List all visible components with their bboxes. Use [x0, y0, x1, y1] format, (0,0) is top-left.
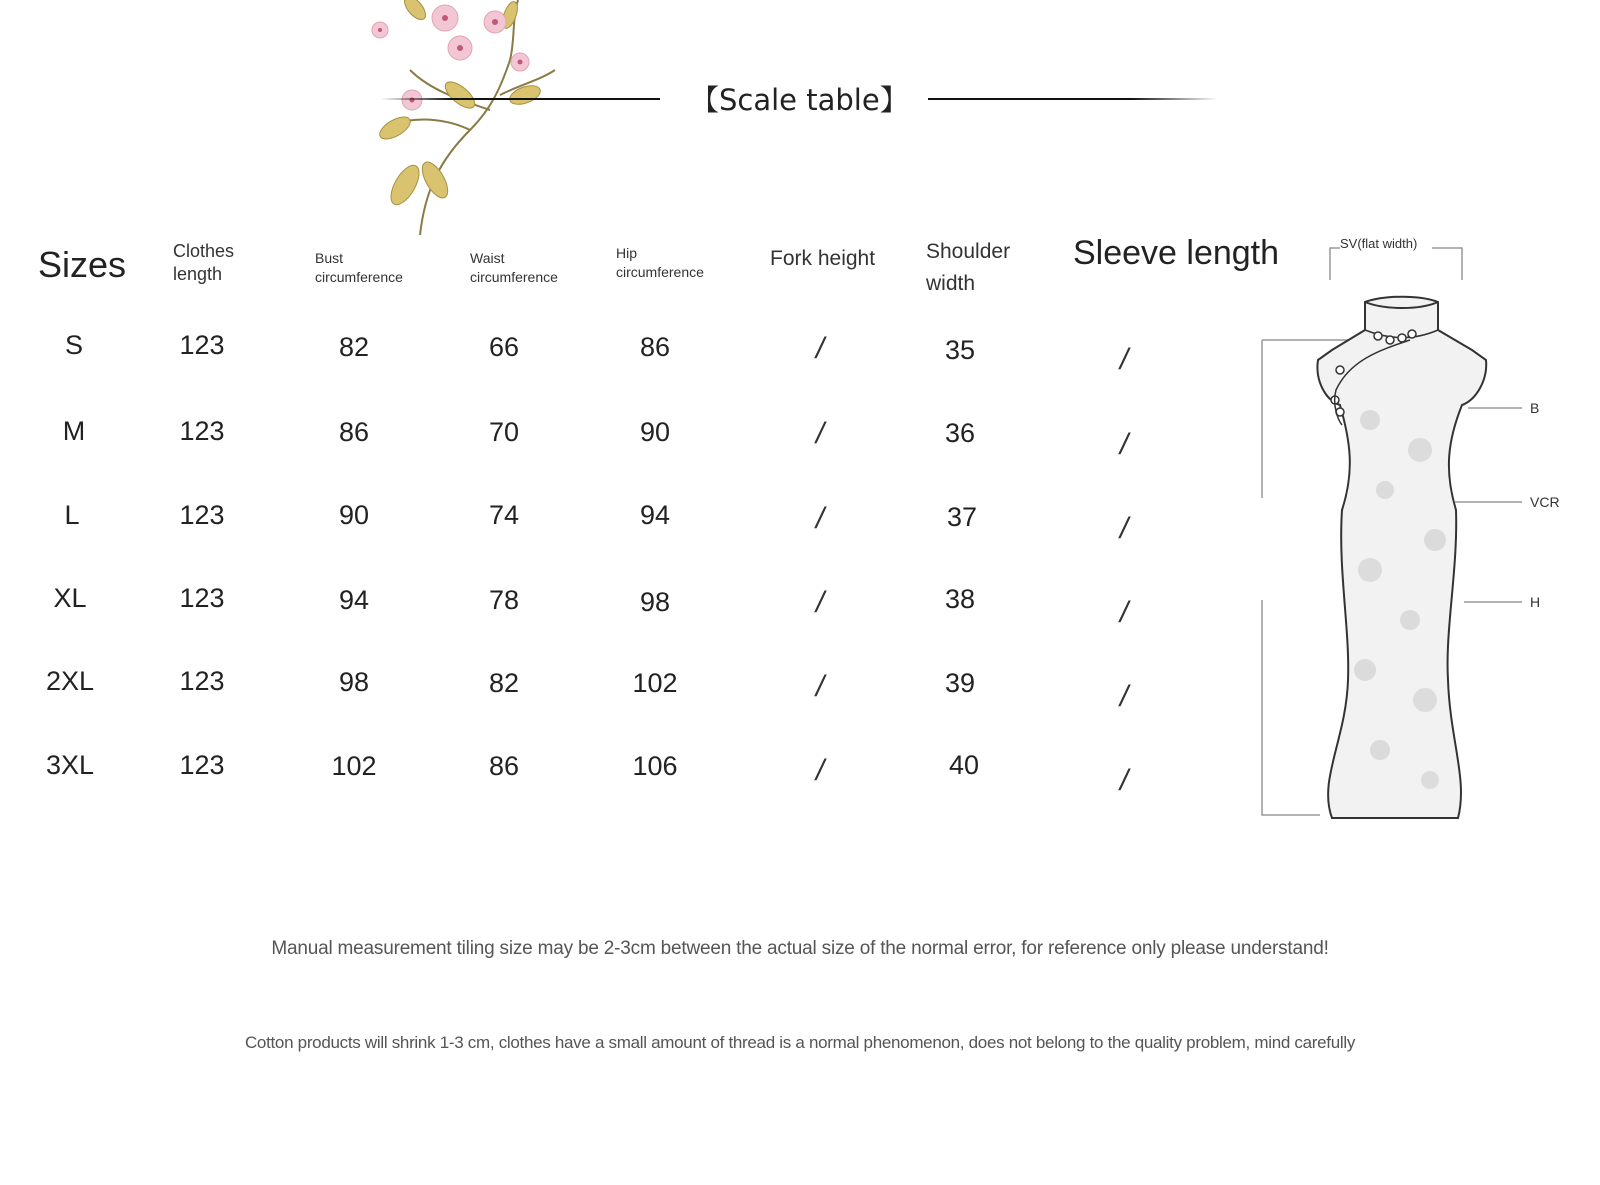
cell-shoulder-width: 35: [944, 335, 976, 365]
cell-shoulder-width: 38: [944, 584, 976, 614]
page-title: 【Scale table】: [690, 83, 909, 117]
cell-bust: 90: [338, 500, 370, 530]
cell-sleeve-length: /: [1119, 764, 1129, 797]
cell-bust: 102: [331, 751, 377, 781]
cell-clothes-length: 123: [179, 416, 225, 446]
cell-fork-height: /: [815, 670, 825, 703]
cell-bust: 94: [338, 585, 370, 615]
cell-shoulder-width: 40: [948, 750, 980, 780]
cell-fork-height: /: [815, 502, 825, 535]
cell-sleeve-length: /: [1119, 680, 1129, 713]
cell-shoulder-width: 37: [946, 502, 978, 532]
cell-clothes-length: 123: [179, 583, 225, 613]
cell-size: 2XL: [45, 666, 95, 696]
diagram-label-waist: VCR: [1530, 494, 1560, 510]
title-line-left: [380, 98, 660, 100]
cell-size: XL: [53, 583, 87, 613]
cell-waist: 82: [488, 668, 520, 698]
cell-clothes-length: 123: [179, 500, 225, 530]
cell-size: L: [64, 500, 80, 530]
cell-hip: 106: [632, 751, 678, 781]
cell-hip: 94: [639, 500, 671, 530]
header-sleeve-length: Sleeve length: [1073, 234, 1280, 272]
cell-bust: 86: [338, 417, 370, 447]
header-shoulder-width: Shoulder width: [926, 240, 1011, 295]
title-line-right: [928, 98, 1218, 100]
cell-size: M: [62, 416, 86, 446]
cotton-shrink-note: Cotton products will shrink 1-3 cm, clothes have a small amount of thread is a normal phenomenon, does not belong to the quality problem, mind carefully: [244, 1033, 1356, 1052]
header-fork-height: Fork height: [770, 247, 876, 270]
cell-bust: 82: [338, 332, 370, 362]
cell-size: S: [64, 330, 83, 360]
cell-hip: 102: [632, 668, 678, 698]
cell-hip: 98: [639, 587, 671, 617]
diagram-label-hip: H: [1530, 594, 1541, 610]
cell-sleeve-length: /: [1119, 343, 1129, 376]
cell-size: 3XL: [45, 750, 95, 780]
cell-hip: 86: [639, 332, 671, 362]
plum-blossom-decoration: [350, 0, 580, 240]
measurement-note: Manual measurement tiling size may be 2-3cm between the actual size of the normal error, for reference only please understand!: [271, 938, 1329, 959]
header-sizes: Sizes: [38, 244, 127, 285]
cell-hip: 90: [639, 417, 671, 447]
cell-fork-height: /: [815, 417, 825, 450]
cell-shoulder-width: 36: [944, 418, 976, 448]
cell-shoulder-width: 39: [944, 668, 976, 698]
cell-fork-height: /: [815, 586, 825, 619]
cheongsam-dress-icon: [1240, 240, 1600, 840]
cell-fork-height: /: [815, 332, 825, 365]
cell-waist: 86: [488, 751, 520, 781]
cell-fork-height: /: [815, 754, 825, 787]
cell-clothes-length: 123: [179, 750, 225, 780]
header-bust-circumference: Bust circumference: [315, 250, 403, 285]
cell-clothes-length: 123: [179, 666, 225, 696]
cell-sleeve-length: /: [1119, 512, 1129, 545]
cheongsam-measurement-diagram: [1240, 236, 1600, 840]
diagram-label-bust: B: [1530, 400, 1540, 416]
header-hip-circumference: Hip circumference: [616, 245, 704, 280]
cell-waist: 66: [488, 332, 520, 362]
header-clothes-length: Clothes length: [173, 241, 235, 284]
cell-bust: 98: [338, 667, 370, 697]
diagram-label-sv: SV(flat width): [1340, 236, 1418, 251]
cell-sleeve-length: /: [1119, 428, 1129, 461]
cell-clothes-length: 123: [179, 330, 225, 360]
header-waist-circumference: Waist circumference: [470, 250, 558, 285]
cell-waist: 78: [488, 585, 520, 615]
cell-waist: 74: [488, 500, 520, 530]
cell-sleeve-length: /: [1119, 596, 1129, 629]
cell-waist: 70: [488, 417, 520, 447]
